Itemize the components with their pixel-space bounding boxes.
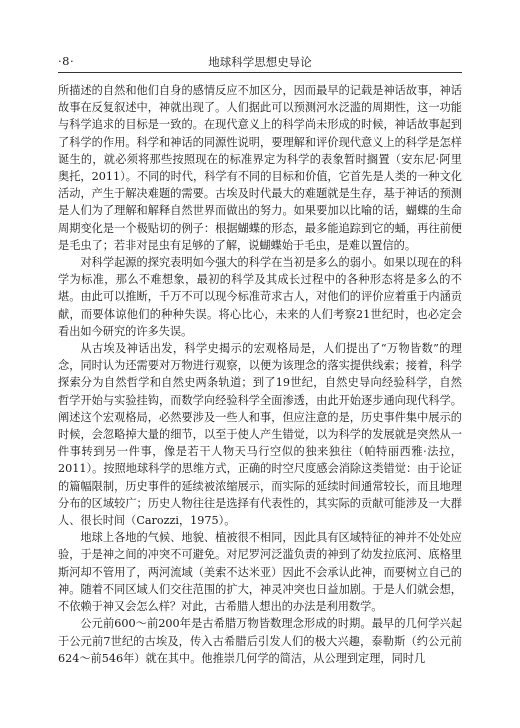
running-title: 地球科学思想史导论	[208, 55, 312, 69]
page-header	[58, 52, 462, 73]
paragraph-1: 所描述的自然和他们自身的感情反应不加区分，因而最早的记载是神话故事，神话故事在反复叙述中，神就出现了。人们据此可以预测河水泛滥的周期性，这一功能与科学追求的目标是一致的。在现代意义上的科学尚未形成的时候，神话故事起到了科学的作用。科学和神话的同源性说明，要理解和评价现代意义上的科学是怎样诞生的，就必须将那些按照现在的标准界定为科学的表象暂时搁置（安东尼·阿里奥托，2011）。不同的时代，科学有不同的目标和价值，它首先是人类的一种文化活动，产生于解决难题的需要。古埃及时代最大的难题就是生存，基于神话的预测是人们为了理解和解释自然世界而做出的努力。如果要加以比喻的话，蝴蝶的生命周期变化是一个极贴切的例子：根据蝴蝶的形态，最多能追踪到它的蛹，再往前便是毛虫了；若非对昆虫有足够的了解，说蝴蝶始于毛虫，是难以置信的。	[58, 84, 462, 252]
paragraph-4: 地球上各地的气候、地貌、植被很不相同，因此具有区域特征的神并不处处应验，于是神之间的冲突不可避免。对尼罗河泛滥负责的神到了幼发拉底河、底格里斯河却不管用了，两河流域（美索不达米亚）因此不会承认此神，而要树立自己的神。随着不同区域人们交往范围的扩大，神灵冲突也日益加剧。于是人们就会想，不依赖于神又会怎么样？对此，古希腊人想出的办法是利用数学。	[58, 531, 462, 614]
paragraph-2: 对科学起源的探究表明如今强大的科学在当初是多么的弱小。如果以现在的科学为标准，那么不难想象，最初的科学及其成长过程中的各种形态将是多么的不堪。由此可以推断，千万不可以现今标准苛求古人，对他们的评价应着重于内涵贡献，而要体谅他们的种种失误。将心比心，未来的人们考察21世纪时，也必定会看出如今研究的许多失误。	[58, 256, 462, 338]
body-text	[58, 82, 462, 667]
paragraph-3: 从古埃及神话出发，科学史揭示的宏观格局是，人们提出了“万物皆数”的理念，同时认为还需要对万物进行观察，以便为该理念的落实提供线索；接着，科学探索分为自然哲学和自然史两条轨道；到了19世纪，自然史导向经验科学，自然哲学开始与实验挂钩，而数学向经验科学全面渗透，由此开始逐步通向现代科学。阐述这个宏观格局，必然要涉及一些人和事，但应注意的是，历史事件集中展示的时候，会忽略掉大量的细节，以至于使人产生错觉，以为科学的发展就是突然从一件事转到另一件事，像是若干人物天马行空似的独来独往（帕特丽西雅·法拉，2011）。按照地球科学的思维方式，正确的时空尺度感会消除这类错觉：由于论证的篇幅限制，历史事件的延续被浓缩展示，而实际的延续时间通常较长，而且地理分布的区域较广；历史人物往往是选择有代表性的，其实际的贡献可能涉及一大群人、很长时间（Carozzi，1975）。	[58, 342, 462, 528]
paragraph-5: 公元前600～前200年是古希腊万物皆数理念形成的时期。最早的几何学兴起于公元前7世纪的古埃及，传入古希腊后引发人们的极大兴趣，泰勒斯（约公元前624～前546年）就在其中。他推崇几何学的简洁，从公理到定理，同时几	[58, 617, 462, 665]
page-number: ·8·	[58, 54, 75, 68]
